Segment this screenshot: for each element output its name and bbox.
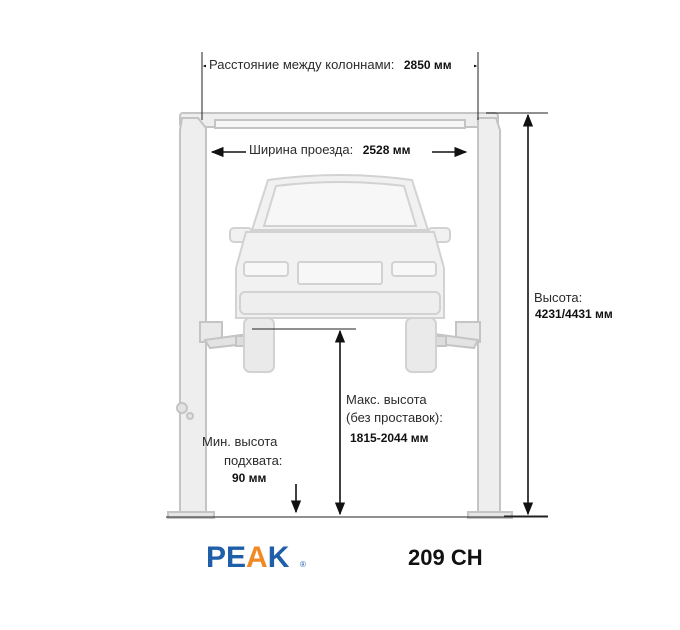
height-value: 4231/4431 мм [535, 307, 613, 321]
logo-text: PEAK [206, 541, 290, 574]
registered-mark: ® [300, 560, 306, 569]
drive-through-width-dimension [212, 140, 466, 158]
height-dimension [486, 113, 613, 516]
min-height-value: 90 мм [232, 471, 267, 485]
min-height-label-2: подхвата: [224, 453, 283, 468]
column-distance-label: Расстояние между колоннами: 2850 мм [209, 57, 452, 72]
drive-through-width-label: Ширина проезда: 2528 мм [249, 142, 411, 157]
min-height-label-1: Мин. высота [202, 434, 278, 449]
height-label: Высота: [534, 290, 583, 305]
max-height-label-1: Макс. высота [346, 392, 427, 407]
model-name: 209 CH [408, 545, 483, 570]
peak-logo [206, 541, 306, 574]
column-distance-dimension [202, 52, 478, 120]
max-height-label-2: (без проставок): [346, 410, 443, 425]
max-height-value: 1815-2044 мм [350, 431, 429, 445]
min-height-dimension [202, 434, 296, 512]
